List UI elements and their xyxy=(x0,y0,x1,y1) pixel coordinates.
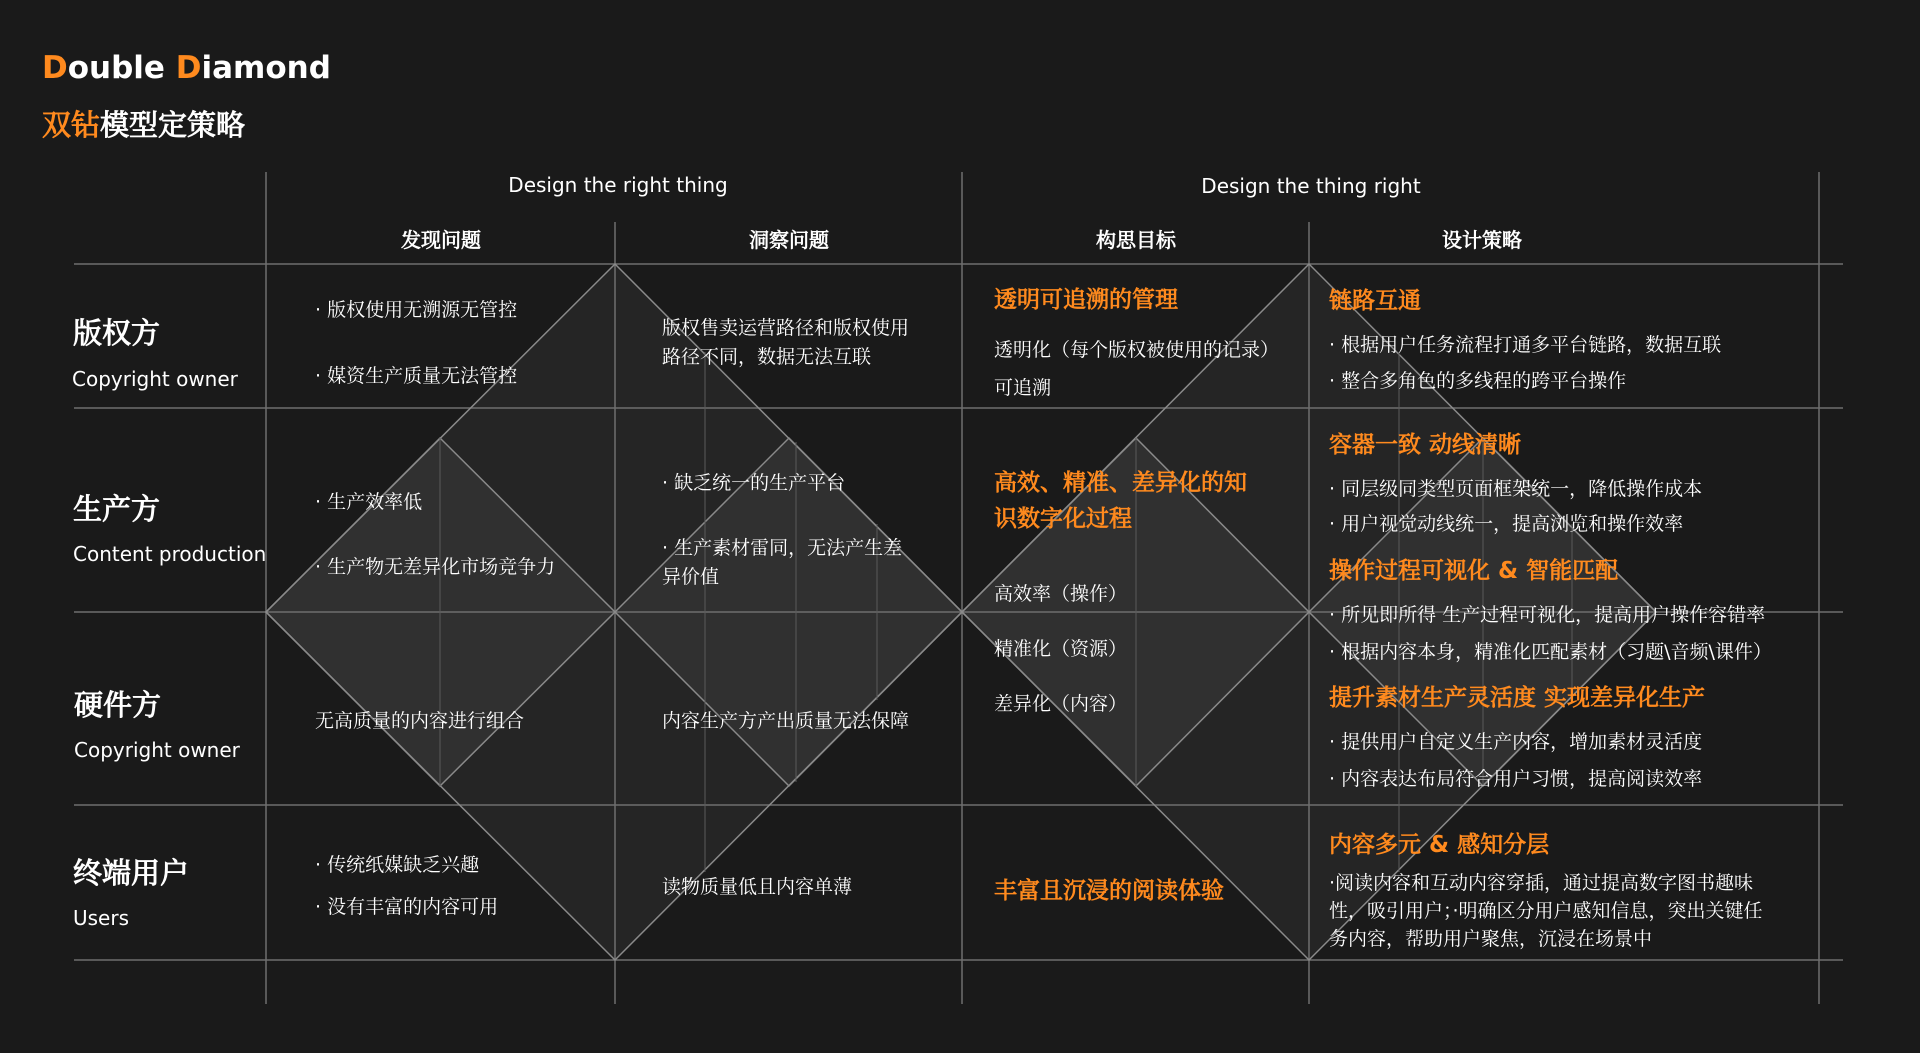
row-header-users-zh: 终端用户 xyxy=(73,856,190,890)
discover-item: · 生产效率低 xyxy=(315,491,423,513)
strategy-heading-container: 容器一致 动线清晰 xyxy=(1329,432,1522,458)
insight-line: · 缺乏统一的生产平台 xyxy=(662,472,846,494)
objective-heading-line: 高效、精准、差异化的知 xyxy=(994,470,1247,496)
insight-line: 版权售卖运营路径和版权使用 xyxy=(662,317,910,339)
column-header-objective: 构思目标 xyxy=(1096,228,1176,252)
brand-title-en-accent-1: D xyxy=(42,50,68,86)
strategy-item: 性，吸引用户；·明确区分用户感知信息，突出关键任 xyxy=(1329,900,1763,922)
strategy-heading-layering: 内容多元 & 感知分层 xyxy=(1329,832,1550,858)
objective-heading-production xyxy=(994,465,1247,537)
row-header-hardware-zh: 硬件方 xyxy=(74,688,162,722)
discover-cell-production-1 xyxy=(315,488,422,517)
column-header-strategy: 设计策略 xyxy=(1442,228,1522,252)
discover-item: · 媒资生产质量无法管控 xyxy=(315,365,518,387)
phase-header-thing-right: Design the thing right xyxy=(1201,174,1421,198)
brand-title-zh xyxy=(42,103,245,144)
discover-cell-hardware xyxy=(315,707,524,736)
row-header-production-en: Content production xyxy=(73,542,267,566)
strategy-item: ·阅读内容和互动内容穿插，通过提高数字图书趣味 xyxy=(1329,872,1754,894)
insight-cell-production-2 xyxy=(662,534,902,592)
discover-item: · 传统纸媒缺乏兴趣 xyxy=(315,854,480,876)
phase-header-right-thing: Design the right thing xyxy=(508,173,728,197)
insight-line: 异价值 xyxy=(662,566,720,588)
brand-title-en-part-1: ouble xyxy=(67,50,176,86)
strategy-item: 务内容，帮助用户聚焦，沉浸在场景中 xyxy=(1329,928,1653,950)
strategy-item: · 根据用户任务流程打通多平台链路，数据互联 xyxy=(1329,334,1722,356)
brand-title-en-accent-2: D xyxy=(175,50,202,86)
row-header-copyright-en: Copyright owner xyxy=(72,367,238,391)
strategy-item: · 所见即所得 生产过程可视化，提高用户操作容错率 xyxy=(1329,604,1766,626)
strategy-item: · 根据内容本身，精准化匹配素材（习题\音频\课件） xyxy=(1329,641,1772,663)
row-header-production-zh: 生产方 xyxy=(73,492,161,526)
brand-title-en-part-2: iamond xyxy=(201,50,331,86)
objective-item: 透明化（每个版权被使用的记录） xyxy=(994,339,1280,361)
column-header-insight: 洞察问题 xyxy=(749,228,829,252)
strategy-heading-visualize: 操作过程可视化 & 智能匹配 xyxy=(1329,558,1619,584)
objective-heading-copyright: 透明可追溯的管理 xyxy=(994,287,1178,313)
insight-line: 路径不同，数据无法互联 xyxy=(662,346,872,368)
strategy-item: · 内容表达布局符合用户习惯，提高阅读效率 xyxy=(1329,768,1703,790)
insight-cell-copyright xyxy=(662,314,909,372)
row-header-copyright-zh: 版权方 xyxy=(73,316,161,350)
objective-item-copyright-1 xyxy=(994,336,1279,365)
insight-line: 内容生产方产出质量无法保障 xyxy=(662,710,910,732)
strategy-item: · 提供用户自定义生产内容，增加素材灵活度 xyxy=(1329,731,1703,753)
discover-item: · 版权使用无溯源无管控 xyxy=(315,299,518,321)
insight-line: · 生产素材雷同，无法产生差 xyxy=(662,537,903,559)
discover-cell-copyright-1 xyxy=(315,296,517,325)
discover-item: · 没有丰富的内容可用 xyxy=(315,896,499,918)
strategy-item: · 用户视觉动线统一，提高浏览和操作效率 xyxy=(1329,513,1684,535)
objective-item: 精准化（资源） xyxy=(994,638,1128,660)
strategy-item: · 同层级同类型页面框架统一，降低操作成本 xyxy=(1329,478,1703,500)
discover-cell-users-2 xyxy=(315,893,498,922)
brand-title-en xyxy=(42,50,331,86)
objective-item: 可追溯 xyxy=(994,377,1052,399)
insight-cell-users xyxy=(662,873,852,902)
objective-item-copyright-2 xyxy=(994,374,1051,403)
discover-cell-production-2 xyxy=(315,553,555,582)
insight-cell-production-1 xyxy=(662,469,845,498)
column-header-discover: 发现问题 xyxy=(401,228,481,252)
row-header-hardware-en: Copyright owner xyxy=(74,738,240,762)
objective-item-efficiency xyxy=(994,580,1127,609)
row-header-users-en: Users xyxy=(73,906,130,930)
objective-item-differentiation xyxy=(994,690,1127,719)
strategy-heading-flexibility: 提升素材生产灵活度 实现差异化生产 xyxy=(1329,685,1706,711)
objective-item: 高效率（操作） xyxy=(994,583,1128,605)
strategy-item: · 整合多角色的多线程的跨平台操作 xyxy=(1329,370,1627,392)
discover-item: 无高质量的内容进行组合 xyxy=(315,710,525,732)
brand-title-zh-rest: 模型定策略 xyxy=(100,108,246,142)
insight-cell-hardware xyxy=(662,707,909,736)
brand-title-zh-accent: 双钻 xyxy=(42,108,101,142)
discover-item: · 生产物无差异化市场竞争力 xyxy=(315,556,556,578)
insight-line: 读物质量低且内容单薄 xyxy=(662,876,853,898)
objective-item: 差异化（内容） xyxy=(994,693,1128,715)
objective-heading-line: 识数字化过程 xyxy=(994,506,1132,532)
objective-heading-users: 丰富且沉浸的阅读体验 xyxy=(994,878,1224,904)
discover-cell-copyright-2 xyxy=(315,362,517,391)
strategy-heading-link: 链路互通 xyxy=(1329,288,1421,314)
objective-item-precision xyxy=(994,635,1127,664)
discover-cell-users-1 xyxy=(315,851,479,880)
